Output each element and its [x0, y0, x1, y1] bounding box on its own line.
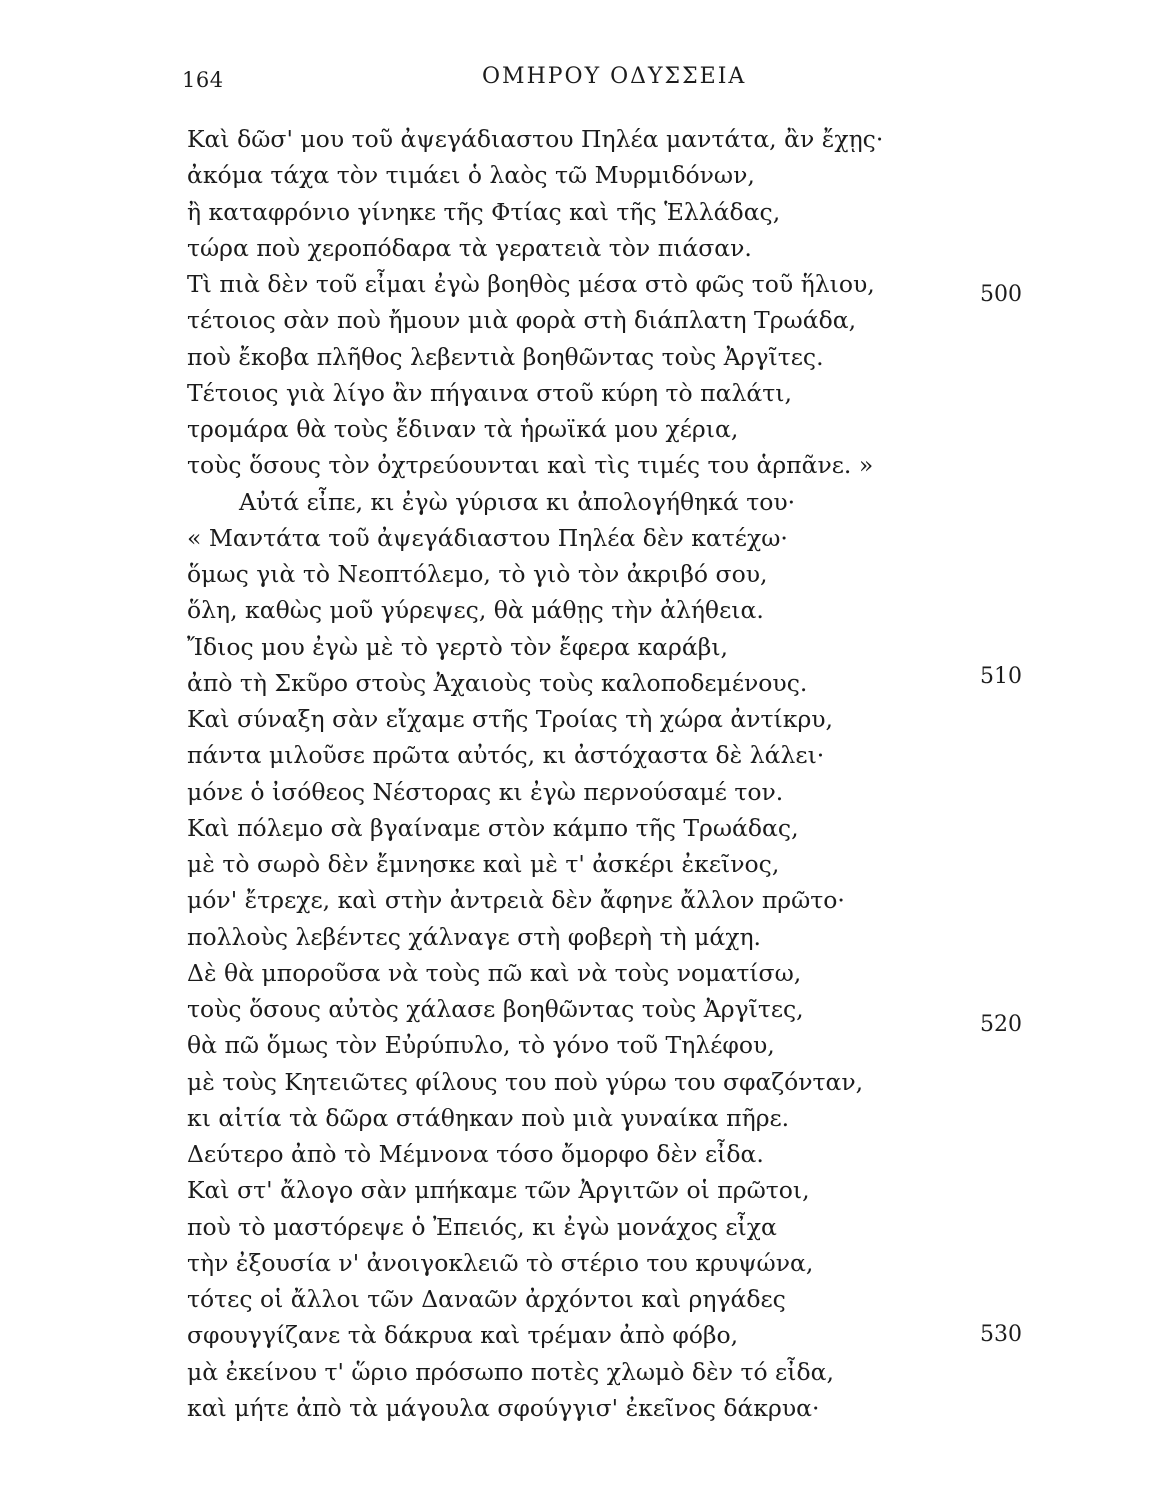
line-number-marker: 530 — [980, 1322, 1022, 1347]
verse-line: Αὐτά εἶπε, κι ἐγὼ γύρισα κι ἀπολογήθηκά του· — [239, 487, 796, 516]
verse-line: Δεύτερο ἀπὸ τὸ Μέμνονα τόσο ὄμορφο δὲν εἶδα. — [187, 1140, 764, 1168]
verse-line: μόν' ἔτρεχε, καὶ στὴν ἀντρειὰ δὲν ἄφηνε ἄλλον πρῶτο· — [187, 886, 845, 915]
verse-line: ὅλη, καθὼς μοῦ γύρεψες, θὰ μάθῃς τὴν ἀλήθεια. — [187, 596, 764, 625]
verse-line: μὲ τοὺς Κητειῶτες φίλους του ποὺ γύρω του σφαζόνταν, — [187, 1067, 864, 1096]
verse-line: τὴν ἐξουσία ν' ἀνοιγοκλειῶ τὸ στέριο του κρυψώνα, — [187, 1248, 814, 1277]
verse-line: κι αἰτία τὰ δῶρα στάθηκαν ποὺ μιὰ γυναίκα πῆρε. — [187, 1103, 790, 1132]
verse-line: Καὶ σύναξη σὰν εἴχαμε στῆς Τροίας τὴ χώρα ἀντίκρυ, — [187, 705, 834, 733]
verse-line: ὅμως γιὰ τὸ Νεοπτόλεμο, τὸ γιὸ τὸν ἀκριβό σου, — [187, 560, 768, 588]
verse-line: τοὺς ὅσους αὐτὸς χάλασε βοηθῶντας τοὺς Ἀργῖτες, — [187, 995, 804, 1023]
verse-line: Ἴδιος μου ἐγὼ μὲ τὸ γερτὸ τὸν ἔφερα καράβι, — [187, 632, 729, 661]
verse-line: ποὺ ἔκοβα πλῆθος λεβεντιὰ βοηθῶντας τοὺς Ἀργῖτες. — [187, 342, 824, 371]
verse-line: Καὶ στ' ἄλογο σὰν μπήκαμε τῶν Ἀργιτῶν οἱ πρῶτοι, — [187, 1176, 810, 1205]
verse-line: Τὶ πιὰ δὲν τοῦ εἶμαι ἐγὼ βοηθὸς μέσα στὸ φῶς τοῦ ἥλιου, — [187, 270, 875, 298]
verse-line: Τέτοιος γιὰ λίγο ἂν πήγαινα στοῦ κύρη τὸ παλάτι, — [187, 378, 792, 407]
verse-line: σφουγγίζανε τὰ δάκρυα καὶ τρέμαν ἀπὸ φόβο, — [187, 1321, 739, 1350]
page-number: 164 — [182, 68, 224, 92]
verse-body — [187, 121, 927, 1426]
verse-line: τώρα ποὺ χεροπόδαρα τὰ γερατειὰ τὸν πιάσαν. — [187, 233, 752, 262]
verse-line: μὰ ἐκείνου τ' ὥριο πρόσωπο ποτὲς χλωμὸ δὲν τό εἶδα, — [187, 1357, 834, 1386]
verse-line: ἀπὸ τὴ Σκῦρο στοὺς Ἀχαιοὺς τοὺς καλοποδεμένους. — [187, 668, 808, 697]
verse-line: Δὲ θὰ μποροῦσα νὰ τοὺς πῶ καὶ νὰ τοὺς νοματίσω, — [187, 958, 802, 987]
line-number-marker: 500 — [980, 282, 1022, 307]
verse-line: Καὶ πόλεμο σὰ βγαίναμε στὸν κάμπο τῆς Τρωάδας, — [187, 813, 799, 842]
verse-line: τοὺς ὅσους τὸν ὀχτρεύουνται καὶ τὶς τιμές του ἁρπᾶνε. » — [187, 451, 874, 480]
verse-line: μόνε ὁ ἰσόθεος Νέστορας κι ἐγὼ περνούσαμέ τον. — [187, 777, 784, 806]
verse-line: ἢ καταφρόνιο γίνηκε τῆς Φτίας καὶ τῆς Ἑλλάδας, — [187, 197, 781, 226]
verse-line: ποὺ τὸ μαστόρεψε ὁ Ἐπειός, κι ἐγὼ μονάχος εἶχα — [187, 1212, 777, 1241]
verse-line: τότες οἱ ἄλλοι τῶν Δαναῶν ἀρχόντοι καὶ ρηγάδες — [187, 1285, 786, 1313]
verse-line: μὲ τὸ σωρὸ δὲν ἔμνησκε καὶ μὲ τ' ἀσκέρι ἐκεῖνος, — [187, 850, 780, 878]
running-title: ΟΜΗΡΟΥ ΟΔΥΣΣΕΙΑ — [482, 64, 747, 89]
verse-line: πάντα μιλοῦσε πρῶτα αὐτός, κι ἀστόχαστα δὲ λάλει· — [187, 741, 825, 770]
verse-line: τέτοιος σὰν ποὺ ἤμουν μιὰ φορὰ στὴ διάπλατη Τρωάδα, — [187, 306, 857, 335]
verse-line: πολλοὺς λεβέντες χάλναγε στὴ φοβερὴ τὴ μάχη. — [187, 922, 762, 951]
verse-line: καὶ μήτε ἀπὸ τὰ μάγουλα σφούγγισ' ἐκεῖνος δάκρυα· — [187, 1393, 820, 1422]
verse-line: Καὶ δῶσ' μου τοῦ ἀψεγάδιαστου Πηλέα μαντάτα, ἂν ἔχῃς· — [187, 125, 884, 153]
line-number-marker: 510 — [980, 664, 1022, 689]
verse-line: ἀκόμα τάχα τὸν τιμάει ὁ λαὸς τῶ Μυρμιδόνων, — [187, 161, 755, 190]
verse-line: θὰ πῶ ὅμως τὸν Εὐρύπυλο, τὸ γόνο τοῦ Τηλέφου, — [187, 1031, 775, 1060]
verse-line: « Μαντάτα τοῦ ἀψεγάδιαστου Πηλέα δὲν κατέχω· — [187, 523, 788, 552]
line-number-marker: 520 — [980, 1012, 1022, 1037]
verse-line: τρομάρα θὰ τοὺς ἔδιναν τὰ ἡρωϊκά μου χέρια, — [187, 415, 739, 443]
